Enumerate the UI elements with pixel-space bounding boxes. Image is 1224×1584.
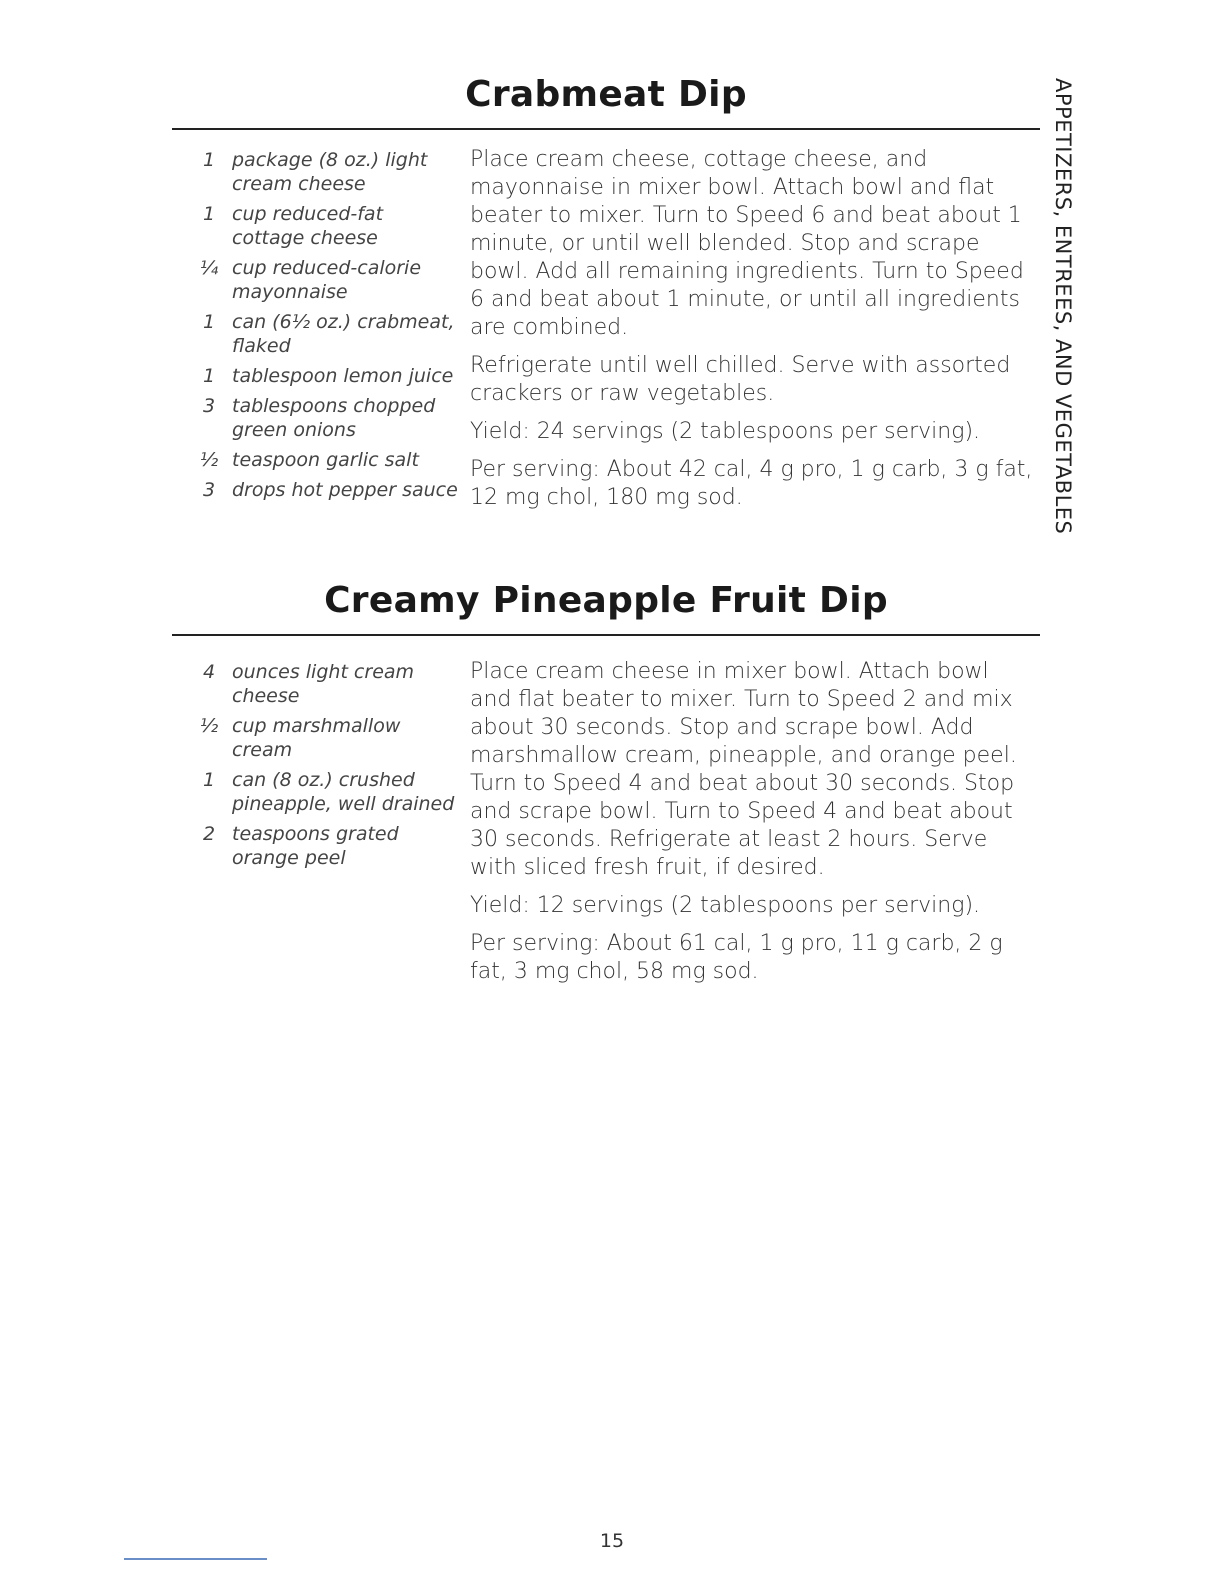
title-rule	[172, 634, 1040, 636]
nutrition-text: Per serving: About 42 cal, 4 g pro, 1 g carb, 3 g fat, 12 mg chol, 180 mg sod.	[470, 457, 1033, 510]
ingredient-quantity: 2	[202, 823, 216, 845]
ingredient-item	[196, 394, 458, 442]
ingredient-item	[196, 310, 458, 358]
ingredient-quantity: 3	[202, 395, 216, 417]
ingredient-quantity: 1	[202, 769, 216, 791]
ingredient-text: teaspoon garlic salt	[232, 449, 419, 471]
ingredient-item	[196, 822, 458, 870]
title-rule	[172, 128, 1040, 130]
recipe-title-creamy-pineapple-fruit-dip: Creamy Pineapple Fruit Dip	[324, 580, 888, 621]
ingredient-list-creamy-pineapple-fruit-dip	[196, 660, 458, 876]
recipe-title-crabmeat-dip: Crabmeat Dip	[465, 74, 747, 115]
ingredient-quantity: 1	[202, 149, 216, 171]
ingredient-quantity: ½	[199, 449, 219, 471]
ingredient-text: cup reduced-fat cottage cheese	[232, 203, 384, 249]
ingredient-text: cup reduced-calorie mayonnaise	[232, 257, 422, 303]
ingredient-text: drops hot pepper sauce	[232, 479, 458, 501]
yield-text: Yield: 24 servings (2 tablespoons per serving).	[470, 419, 981, 444]
yield-text: Yield: 12 servings (2 tablespoons per serving).	[470, 893, 981, 918]
ingredient-item	[196, 768, 458, 816]
ingredient-item	[196, 478, 458, 502]
direction-paragraph: Place cream cheese in mixer bowl. Attach bowl and flat beater to mixer. Turn to Speed 2 and mix about 30 seconds. Stop and scrape bowl. Add marshmallow cream, pineapple, and orange peel. Turn to Speed 4 and beat about 30 seconds. Stop and scrape bowl. Turn to Speed 4 and beat about 30 seconds. Refrigerate at least 2 hours. Serve with sliced fresh fruit, if desired.	[470, 659, 1017, 880]
ingredient-text: can (6½ oz.) crabmeat, flaked	[232, 311, 455, 357]
nutrition-text: Per serving: About 61 cal, 1 g pro, 11 g carb, 2 g fat, 3 mg chol, 58 mg sod.	[470, 931, 1003, 984]
ingredient-item	[196, 148, 458, 196]
directions-creamy-pineapple-fruit-dip	[470, 658, 1036, 996]
ingredient-item	[196, 660, 458, 708]
ingredient-item	[196, 714, 458, 762]
ingredient-quantity: 1	[202, 203, 216, 225]
ingredient-text: ounces light cream cheese	[232, 661, 415, 707]
ingredient-item	[196, 364, 458, 388]
ingredient-item	[196, 256, 458, 304]
page-number: 15	[599, 1530, 625, 1552]
ingredient-quantity: ¼	[199, 257, 219, 279]
ingredient-quantity: 1	[202, 311, 216, 333]
ingredient-text: tablespoon lemon juice	[232, 365, 454, 387]
directions-crabmeat-dip	[470, 146, 1036, 522]
ingredient-text: package (8 oz.) light cream cheese	[232, 149, 428, 195]
ingredient-quantity: 3	[202, 479, 216, 501]
ingredient-item	[196, 202, 458, 250]
ingredient-text: can (8 oz.) crushed pineapple, well drained	[232, 769, 455, 815]
ingredient-text: tablespoons chopped green onions	[232, 395, 436, 441]
direction-paragraph: Place cream cheese, cottage cheese, and mayonnaise in mixer bowl. Attach bowl and flat beater to mixer. Turn to Speed 6 and beat about 1 minute, or until well blended. Stop and scrape bowl. Add all remaining ingredients. Turn to Speed 6 and beat about 1 minute, or until all ingredients are combined.	[470, 147, 1024, 340]
footer-line	[124, 1558, 267, 1560]
ingredient-quantity: 4	[202, 661, 216, 683]
ingredient-item	[196, 448, 458, 472]
ingredient-text: teaspoons grated orange peel	[232, 823, 399, 869]
ingredient-text: cup marshmallow cream	[232, 715, 401, 761]
ingredient-list-crabmeat-dip	[196, 148, 458, 508]
direction-paragraph: Refrigerate until well chilled. Serve with assorted crackers or raw vegetables.	[470, 353, 1011, 406]
ingredient-quantity: ½	[199, 715, 219, 737]
section-side-tab: APPETIZERS, ENTREES, AND VEGETABLES	[1051, 78, 1075, 535]
ingredient-quantity: 1	[202, 365, 216, 387]
